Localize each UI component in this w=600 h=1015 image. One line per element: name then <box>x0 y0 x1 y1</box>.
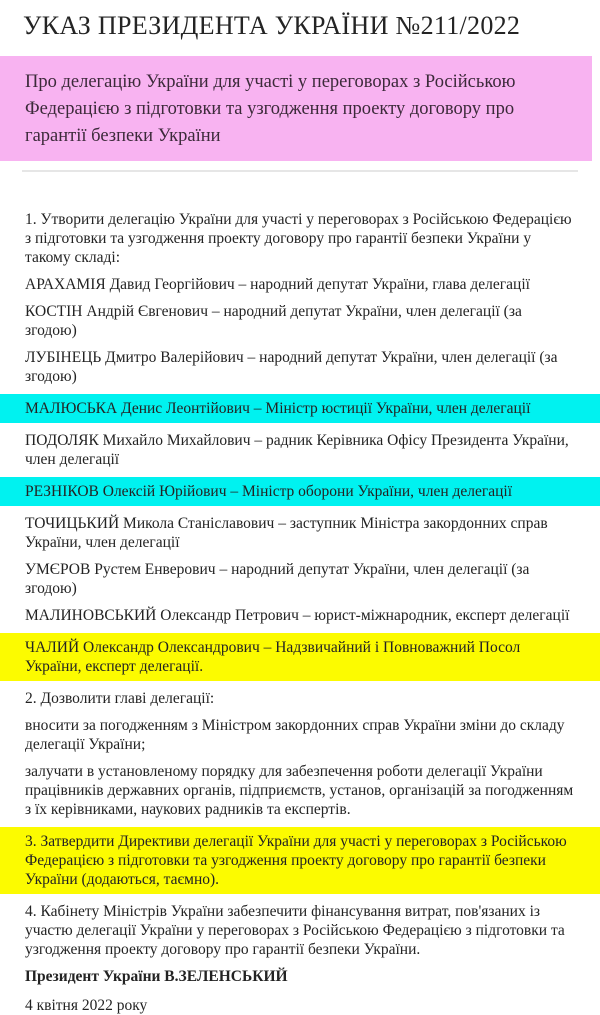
paragraph: ПОДОЛЯК Михайло Михайлович – радник Керівника Офісу Президента України, член делегації <box>25 432 569 468</box>
paragraph: 1. Утворити делегацію України для участі у переговорах з Російською Федерацією з підготовки та узгодження проекту договору про гарантії безпеки України у такому складі: <box>25 211 572 266</box>
date-line: 4 квітня 2022 року <box>25 997 148 1014</box>
signature-line: Президент України В.ЗЕЛЕНСЬКИЙ <box>25 968 288 985</box>
paragraph: УМЄРОВ Рустем Енверович – народний депутат України, член делегації (за згодою) <box>25 561 530 597</box>
paragraph: МАЛИНОВСЬКИЙ Олександр Петрович – юрист-міжнародник, експерт делегації <box>25 607 570 624</box>
page-title: УКАЗ ПРЕЗИДЕНТА УКРАЇНИ №211/2022 <box>23 11 521 40</box>
paragraph: КОСТІН Андрій Євгенович – народний депутат України, член делегації (за згодою) <box>25 303 522 339</box>
document-subtitle: Про делегацію України для участі у переговорах з Російською Федерацією з підготовки та узгодження проекту договору про гарантії безпеки України <box>0 56 592 161</box>
paragraph: 2. Дозволити главі делегації: <box>25 690 215 707</box>
highlighted-paragraph: ЧАЛИЙ Олександр Олександрович – Надзвичайний і Повноважний Посол України, експерт делегації. <box>0 633 600 681</box>
paragraph: залучати в установленому порядку для забезпечення роботи делегації України працівників державних органів, підприємств, установ, організацій за погодженням з їх керівниками, наукових радників та експертів. <box>25 763 574 818</box>
paragraph: вносити за погодженням з Міністром закордонних справ України зміни до складу делегації України; <box>25 717 565 753</box>
highlighted-paragraph: РЕЗНІКОВ Олексій Юрійович – Міністр оборони України, член делегації <box>0 477 600 506</box>
paragraph: ЛУБІНЕЦЬ Дмитро Валерійович – народний депутат України, член делегації (за згодою) <box>25 349 558 385</box>
paragraph: 4. Кабінету Міністрів України забезпечити фінансування витрат, пов'язаних із участю делегації України у переговорах з Російською Федерацією з підготовки та узгодження проекту договору про гарантії безпеки України. <box>25 903 565 958</box>
document-body <box>0 172 600 959</box>
highlighted-paragraph: МАЛЮСЬКА Денис Леонтійович – Міністр юстиції України, член делегації <box>0 394 600 423</box>
paragraph: ТОЧИЦЬКИЙ Микола Станіславович – заступник Міністра закордонних справ України, член делегації <box>25 515 548 551</box>
paragraph: АРАХАМІЯ Давид Георгійович – народний депутат України, глава делегації <box>25 276 530 293</box>
highlighted-paragraph: 3. Затвердити Директиви делегації України для участі у переговорах з Російською Федерацією з підготовки та узгодження проекту договору про гарантії безпеки України (додаються, таємно). <box>0 827 600 894</box>
